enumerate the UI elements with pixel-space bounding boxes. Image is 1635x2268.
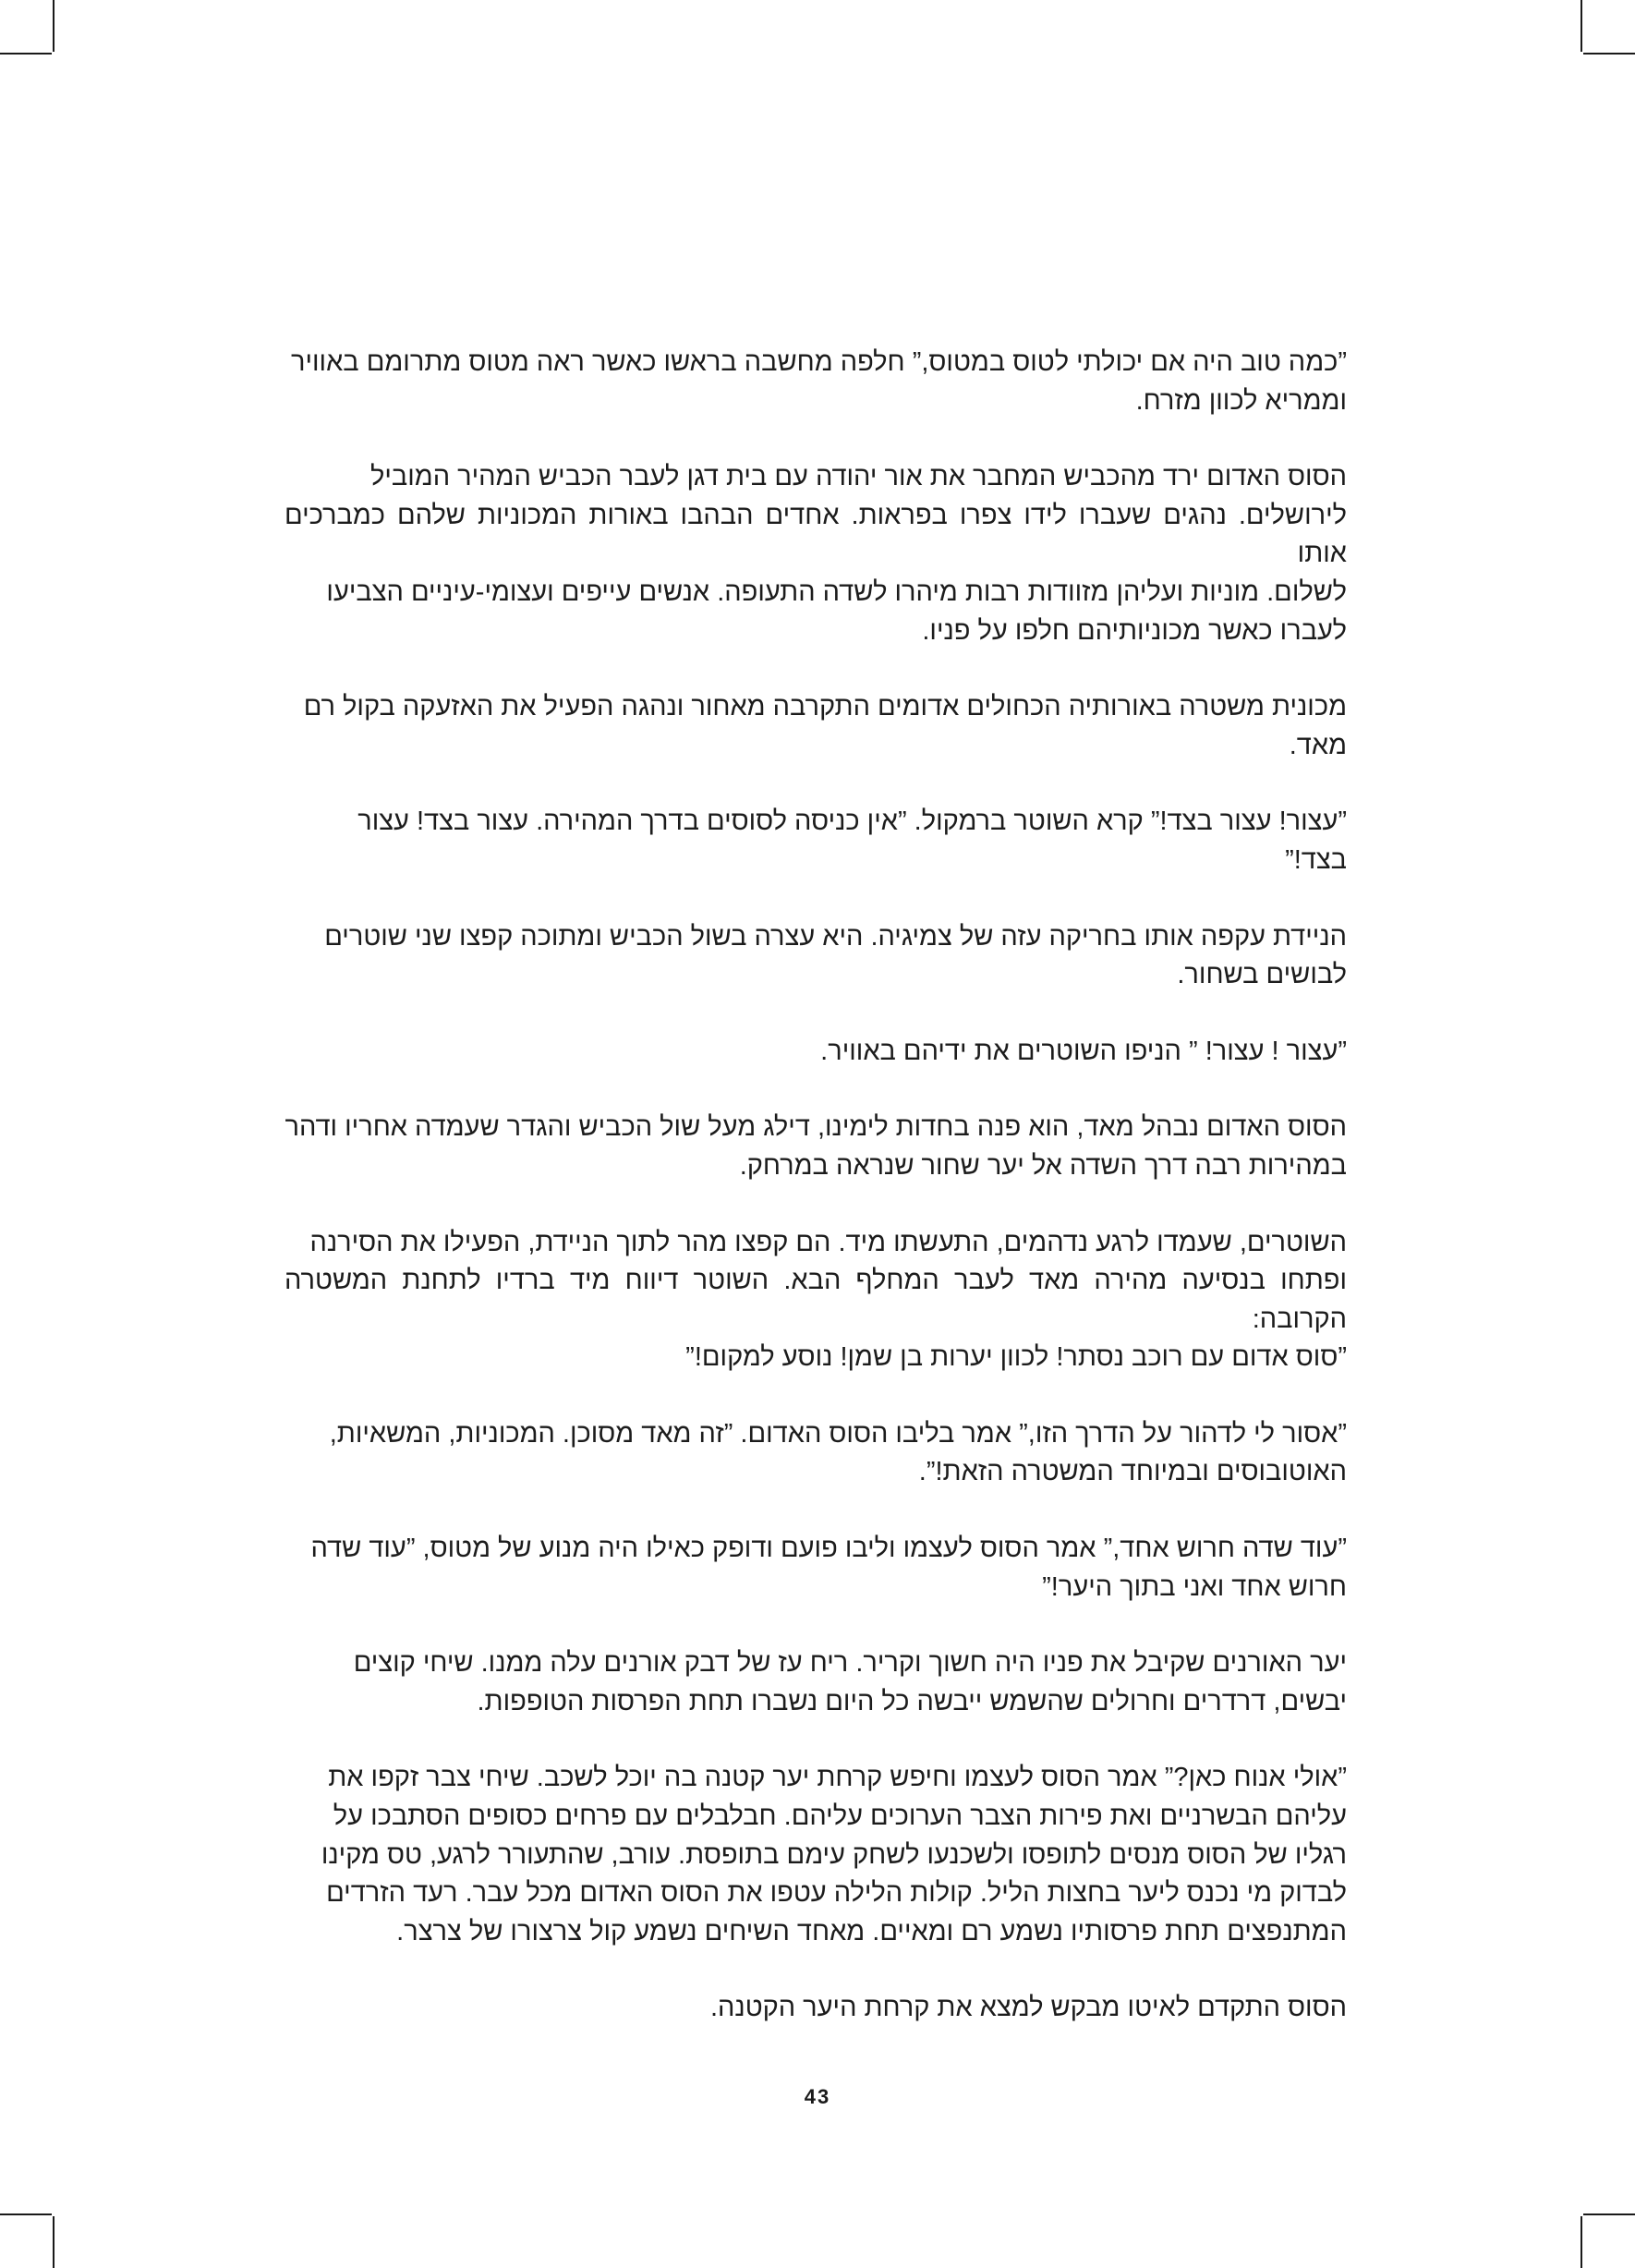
crop-mark-top-right-horizontal — [1583, 53, 1635, 55]
crop-mark-top-left-horizontal — [0, 53, 52, 55]
paragraph-13: הסוס התקדם לאיטו מבקש למצא את קרחת היער הקטנה. — [709, 1993, 1347, 2023]
paragraph-10: ”עוד שדה חרוש אחד,” אמר הסוס לעצמו וליבו פועם ודופק כאילו היה מנוע של מטוס, ”עוד שדה חרוש אחד ואני בתוך היער!” — [310, 1534, 1347, 1602]
crop-mark-bottom-left-vertical — [53, 2216, 54, 2268]
paragraph-2: הסוס האדום ירד מהכביש המחבר את אור יהודה עם בית דגן לעבר הכביש המהיר המוביל לירושלים. נהגים שעברו לידו צפרו בפראות. אחדים הבהבו באורות המכוניות שלהם כמברכים אותו לשלום. מוניות ועליהן מזוודות רבות מיהרו לשדה התעופה. אנשים עייפים ועצומי-עיניים הצביעו לעברו כאשר מכוניותיהם חלפו על פניו. — [285, 462, 1347, 646]
paragraph-6: ”עצור ! עצור! ” הניפו השוטרים את ידיהם באוויר. — [820, 1036, 1347, 1066]
paragraph-9: ”אסור לי לדהור על הדרך הזו,” אמר בליבו הסוס האדום. ”זה מאד מסוכן. המכוניות, המשאיות, האוטובוסים ובמיוחד המשטרה הזאת!”. — [329, 1418, 1347, 1487]
story-text — [285, 344, 1347, 2028]
crop-mark-bottom-right-horizontal — [1583, 2213, 1635, 2215]
crop-mark-top-left-vertical — [53, 0, 54, 52]
paragraph-7: הסוס האדום נבהל מאד, הוא פנה בחדות לימינו, דילג מעל שול הכביש והגדר שעמדה אחריו ודהר במהירות רבה דרך השדה אל יער שחור שנראה במרחק. — [285, 1112, 1347, 1181]
page-number: 43 — [804, 2085, 831, 2108]
paragraph-12: ”אולי אנוח כאן?” אמר הסוס לעצמו וחיפש קרחת יער קטנה בה יוכל לשכב. שיחי צבר זקפו את עליהם הבשרניים ואת פירות הצבר הערוכים עליהם. חבלבלים עם פרחים כסופים הסתבכו על רגליו של הסוס מנסים לתופסו ולשכנעו לשחק עימם בתופסת. עורב, שהתעורר לרגע, טס מקינו לבדוק מי נכנס ליער בחצות הליל. קולות הלילה עטפו את הסוס האדום מכל עבר. רעד הזרדים המתנפצים תחת פרסותיו נשמע רם ומאיים. מאחד השיחים נשמע קול צרצורו של צרצר. — [321, 1763, 1347, 1947]
paragraph-3: מכונית משטרה באורותיה הכחולים אדומים התקרבה מאחור ונהגה הפעיל את האזעקה בקול רם מאד. — [303, 692, 1347, 760]
paragraph-5: הניידת עקפה אותו בחריקה עזה של צמיגיה. היא עצרה בשול הכביש ומתוכה קפצו שני שוטרים לבושים בשחור. — [324, 921, 1347, 990]
paragraph-1: ”כמה טוב היה אם יכולתי לטוס במטוס,” חלפה מחשבה בראשו כאשר ראה מטוס מתרומם באוויר וממריא לכוון מזרח. — [291, 347, 1347, 416]
paragraph-4: ”עצור! עצור בצד!” קרא השוטר ברמקול. ”אין כניסה לסוסים בדרך המהירה. עצור בצד! עצור בצד!” — [357, 807, 1347, 875]
crop-mark-top-right-vertical — [1580, 0, 1582, 52]
crop-mark-bottom-right-vertical — [1580, 2216, 1582, 2268]
paragraph-11: יער האורנים שקיבל את פניו היה חשוך וקריר. ריח עז של דבק אורנים עלה ממנו. שיחי קוצים יבשים, דרדרים וחרולים שהשמש ייבשה כל היום נשברו תחת הפרסות הטופפות. — [353, 1648, 1347, 1716]
crop-mark-bottom-left-horizontal — [0, 2213, 52, 2215]
paragraph-8: השוטרים, שעמדו לרגע נדהמים, התעשתו מיד. הם קפצו מהר לתוך הניידת, הפעילו את הסירנה ופתחו בנסיעה מהירה מאד לעבר המחלף הבא. השוטר דיווח מיד ברדיו לתחנת המשטרה הקרובה: ”סוס אדום עם רוכב נסתר! לכוון יערות בן שמן! נוסע למקום!” — [285, 1227, 1347, 1373]
